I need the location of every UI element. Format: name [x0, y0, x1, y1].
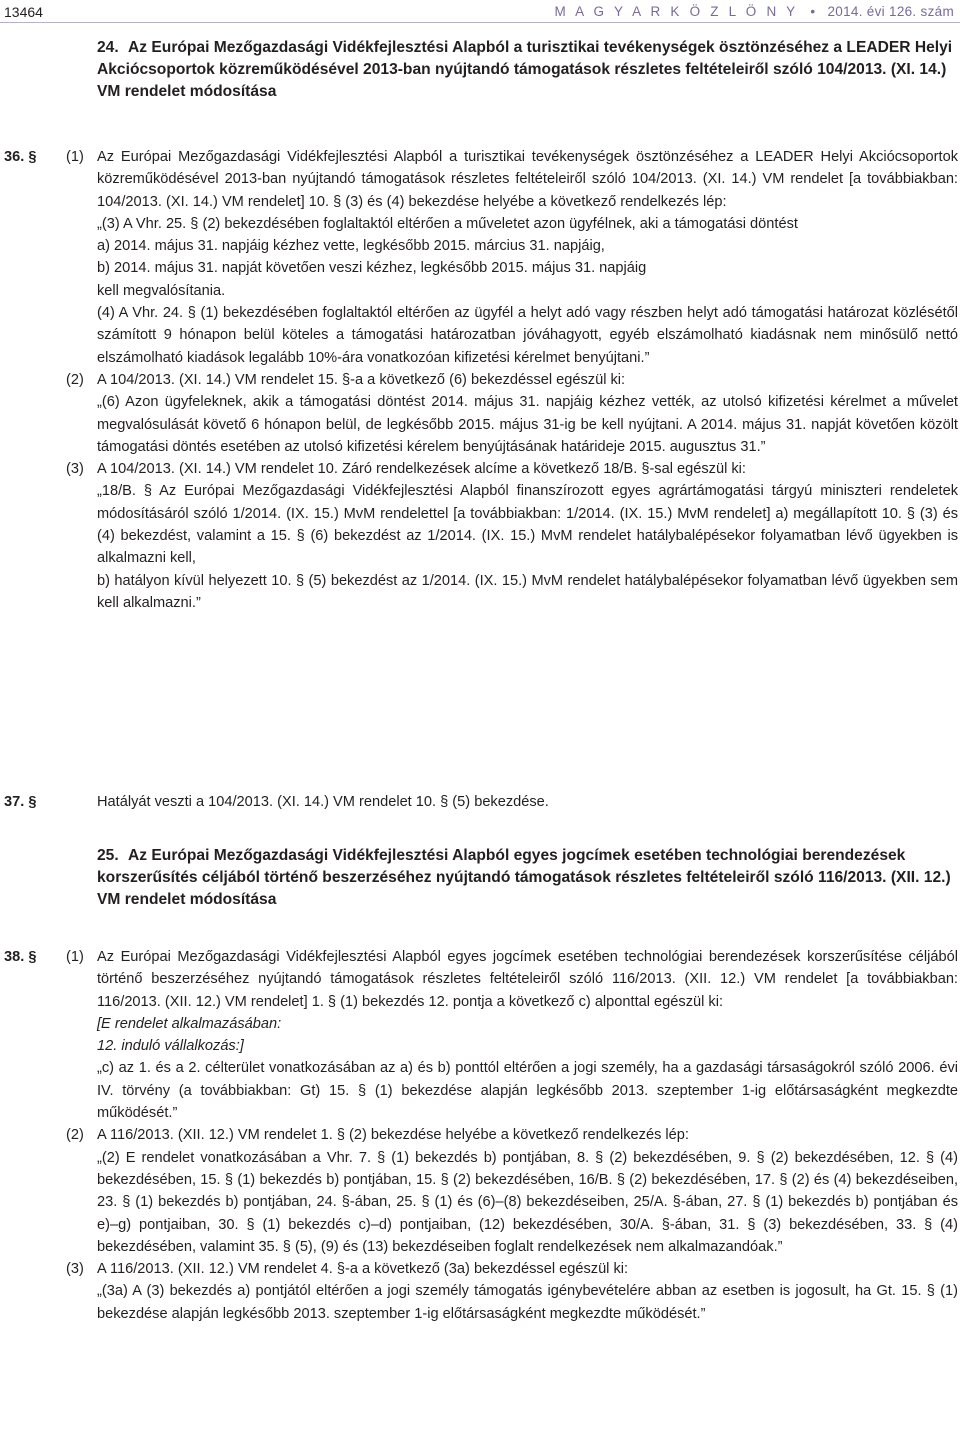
- bullet-separator: •: [810, 4, 816, 19]
- subsection-number: (1): [66, 949, 84, 965]
- paragraph-number: 37. §: [4, 794, 37, 810]
- text-line: b) 2014. május 31. napját követően veszi kézhez, legkésőbb 2015. május 31. napjáig: [97, 260, 647, 277]
- page-header: [0, 0, 960, 20]
- text-line: Az Európai Mezőgazdasági Vidékfejlesztési Alapból a turisztikai tevékenységek ösztönzéséhez a LEADER Helyi Akciócsoportok közreműködésével 2013-ban nyújtandó támogatások részletes feltételeiről szóló 104/2013. (XI. 14.) VM rendelet [a továbbiakban: 104/2013. (XI. 14.) VM rendelet] 10. § (3) és (4) bekezdése helyébe a következő rendelkezés lép:: [97, 149, 958, 210]
- journal-title: M A G Y A R K Ö Z L Ö N Y: [554, 4, 799, 19]
- text-line: „(2) E rendelet vonatkozásában a Vhr. 7. § (1) bekezdés b) pontjában, 8. § (2) bekezdésében, 9. § (2) bekezdésében, 12. § (4) bekezdésében, 15. § (1) bekezdés b) pontjában, 15. § (2) bekezdésében, 16/B. § (2) bekezdésében, 17. § (2) és (4) bekezdéseiben, 23. § (1) bekezdés b) pontjában, 24. §-ában, 25. § (1) és (6)–(8) bekezdéseiben, 25/A. §-ában, 27. § (1) bekezdés b) pontjában és e)–g) pontjaiban, 30. § (1) bekezdés c)–d) pontjaiban, (12) bekezdésében, 30/A. §-ában, 31. § (3) bekezdésében, 33. § (4) bekezdésében, valamint 35. § (5), (9) és (13) bekezdéseiben foglalt rendelkezések nem alkalmazandóak.”: [97, 1149, 958, 1255]
- text-line: Hatályát veszti a 104/2013. (XI. 14.) VM rendelet 10. § (5) bekezdése.: [97, 794, 549, 810]
- paragraph-number: 36. §: [4, 149, 37, 165]
- subsection-3: [4, 458, 958, 614]
- text-line: „c) az 1. és a 2. célterület vonatkozásában az a) és b) ponttól eltérően a jogi személy, ha a gazdasági társaságokról szóló 2006. évi IV. törvény (a továbbiakban: Gt) 15. § (1) bekezdése alapján legkésőbb 2013. szeptember 1-ig előtársaságként megkezdte működését.”: [97, 1060, 958, 1122]
- title-text: Az Európai Mezőgazdasági Vidékfejlesztési Alapból a turisztikai tevékenységek ösztönzéséhez a LEADER Helyi Akciócsoportok közreműködésével 2013-ban nyújtandó támogatások részletes feltételeiről szóló 104/2013. (XI. 14.) VM rendelet módosítása: [97, 39, 953, 100]
- text-line: A 116/2013. (XII. 12.) VM rendelet 1. § (2) bekezdése helyébe a következő rendelkezés lép:: [97, 1127, 689, 1144]
- paragraph-37: [4, 791, 958, 813]
- subsection-number: (3): [66, 461, 84, 478]
- title-number: 25.: [97, 847, 119, 864]
- section-title-25: [97, 845, 957, 911]
- title-text: Az Európai Mezőgazdasági Vidékfejlesztési Alapból egyes jogcímek esetében technológiai berendezések korszerűsítés céljából történő beszerzéséhez nyújtandó támogatások részletes feltételeiről szóló 116/2013. (XII. 12.) VM rendelet módosítása: [97, 847, 951, 908]
- paragraph-number: 38. §: [4, 949, 37, 965]
- italic-line: [E rendelet alkalmazásában:: [97, 1015, 282, 1032]
- subsection-2: [4, 1124, 958, 1258]
- subsection-number: (2): [66, 1127, 84, 1144]
- paragraph-38: [4, 946, 958, 1325]
- text-line: A 104/2013. (XI. 14.) VM rendelet 15. §-a a következő (6) bekezdéssel egészül ki:: [97, 371, 626, 388]
- text-line: kell megvalósítania.: [97, 282, 226, 299]
- text-line: „18/B. § Az Európai Mezőgazdasági Vidékfejlesztési Alapból finanszírozott egyes agrártámogatási tárgyú miniszteri rendeletek módosításáról szóló 1/2014. (IX. 15.) MvM rendelettel [a továbbiakban: 1/2014. (IX. 15.) MvM rendelet] a) megállapított 10. § (3) és (4) bekezdést, valamint a 15. § (6) bekezdést az 1/2014. (IX. 15.) MvM rendelet hatálybalépésekor folyamatban lévő ügyekben is alkalmazni kell,: [97, 483, 958, 567]
- text-line: „(3a) A (3) bekezdés a) pontjától eltérően a jogi személy támogatás igénybevételére abban az esetben is jogosult, ha Gt. 15. § (1) bekezdése alapján legkésőbb 2013. szeptember 1-ig előtársaságként megkezdte működését.”: [97, 1283, 958, 1322]
- paragraph-text: [4, 791, 958, 813]
- paragraph-36: [4, 146, 958, 614]
- header-rule: [0, 22, 960, 23]
- subsection-1: [4, 146, 958, 369]
- text-line: Az Európai Mezőgazdasági Vidékfejlesztési Alapból egyes jogcímek esetében technológiai berendezések korszerűsítése céljából történő beszerzéséhez nyújtandó támogatások részletes feltételeiről szóló 116/2013. (XII. 12.) VM rendelet [a továbbiakban: 116/2013. (XII. 12.) VM rendelet] 1. § (1) bekezdés 12. pontja a következő c) alponttal egészül ki:: [97, 949, 958, 1010]
- running-head: [554, 4, 954, 19]
- text-line: (4) A Vhr. 24. § (1) bekezdésében foglaltaktól eltérően az ügyfél a helyt adó vagy részben helyt adó támogatási határozat közlésétől számított 9 hónapon belül köteles a támogatási határozatban jóváhagyott, egyéb elszámolható kiadásnak nem minősülő nettó elszámolható kiadások legalább 10%-ára vonatkozóan kifizetési kérelmet benyújtani.”: [97, 305, 958, 366]
- text-line: A 116/2013. (XII. 12.) VM rendelet 4. §-a a következő (3a) bekezdéssel egészül ki:: [97, 1261, 629, 1278]
- page-number: 13464: [4, 4, 43, 20]
- text-line: „(6) Azon ügyfeleknek, akik a támogatási döntést 2014. május 31. napjáig kézhez vették, az utolsó kifizetési kérelmet a művelet megvalósulását követő 6 hónapon belül, de legkésőbb 2015. május 31-ig be kell nyújtani. A 2014. május 31. napját követően közölt támogatási döntés esetében az utolsó kifizetési kérelem benyújtásának határideje 2015. augusztus 31.”: [97, 394, 958, 455]
- subsection-number: (1): [66, 149, 84, 165]
- subsection-3: [4, 1258, 958, 1325]
- text-line: b) hatályon kívül helyezett 10. § (5) bekezdést az 1/2014. (IX. 15.) MvM rendelet hatálybalépésekor folyamatban lévő ügyekben sem kell alkalmazni.”: [97, 572, 958, 611]
- italic-line: 12. induló vállalkozás:]: [97, 1038, 244, 1055]
- title-number: 24.: [97, 39, 119, 56]
- text-line: A 104/2013. (XI. 14.) VM rendelet 10. Záró rendelkezések alcíme a következő 18/B. §-sal egészül ki:: [97, 461, 746, 478]
- subsection-1: [4, 946, 958, 1124]
- text-line: „(3) A Vhr. 25. § (2) bekezdésében foglaltaktól eltérően a műveletet azon ügyfélnek, aki a támogatási döntést: [97, 215, 798, 232]
- issue-number: 2014. évi 126. szám: [827, 4, 954, 19]
- section-title-24: [97, 37, 957, 103]
- subsection-2: [4, 369, 958, 458]
- text-line: a) 2014. május 31. napjáig kézhez vette, legkésőbb 2015. március 31. napjáig,: [97, 238, 605, 255]
- subsection-number: (3): [66, 1261, 84, 1278]
- subsection-number: (2): [66, 371, 84, 388]
